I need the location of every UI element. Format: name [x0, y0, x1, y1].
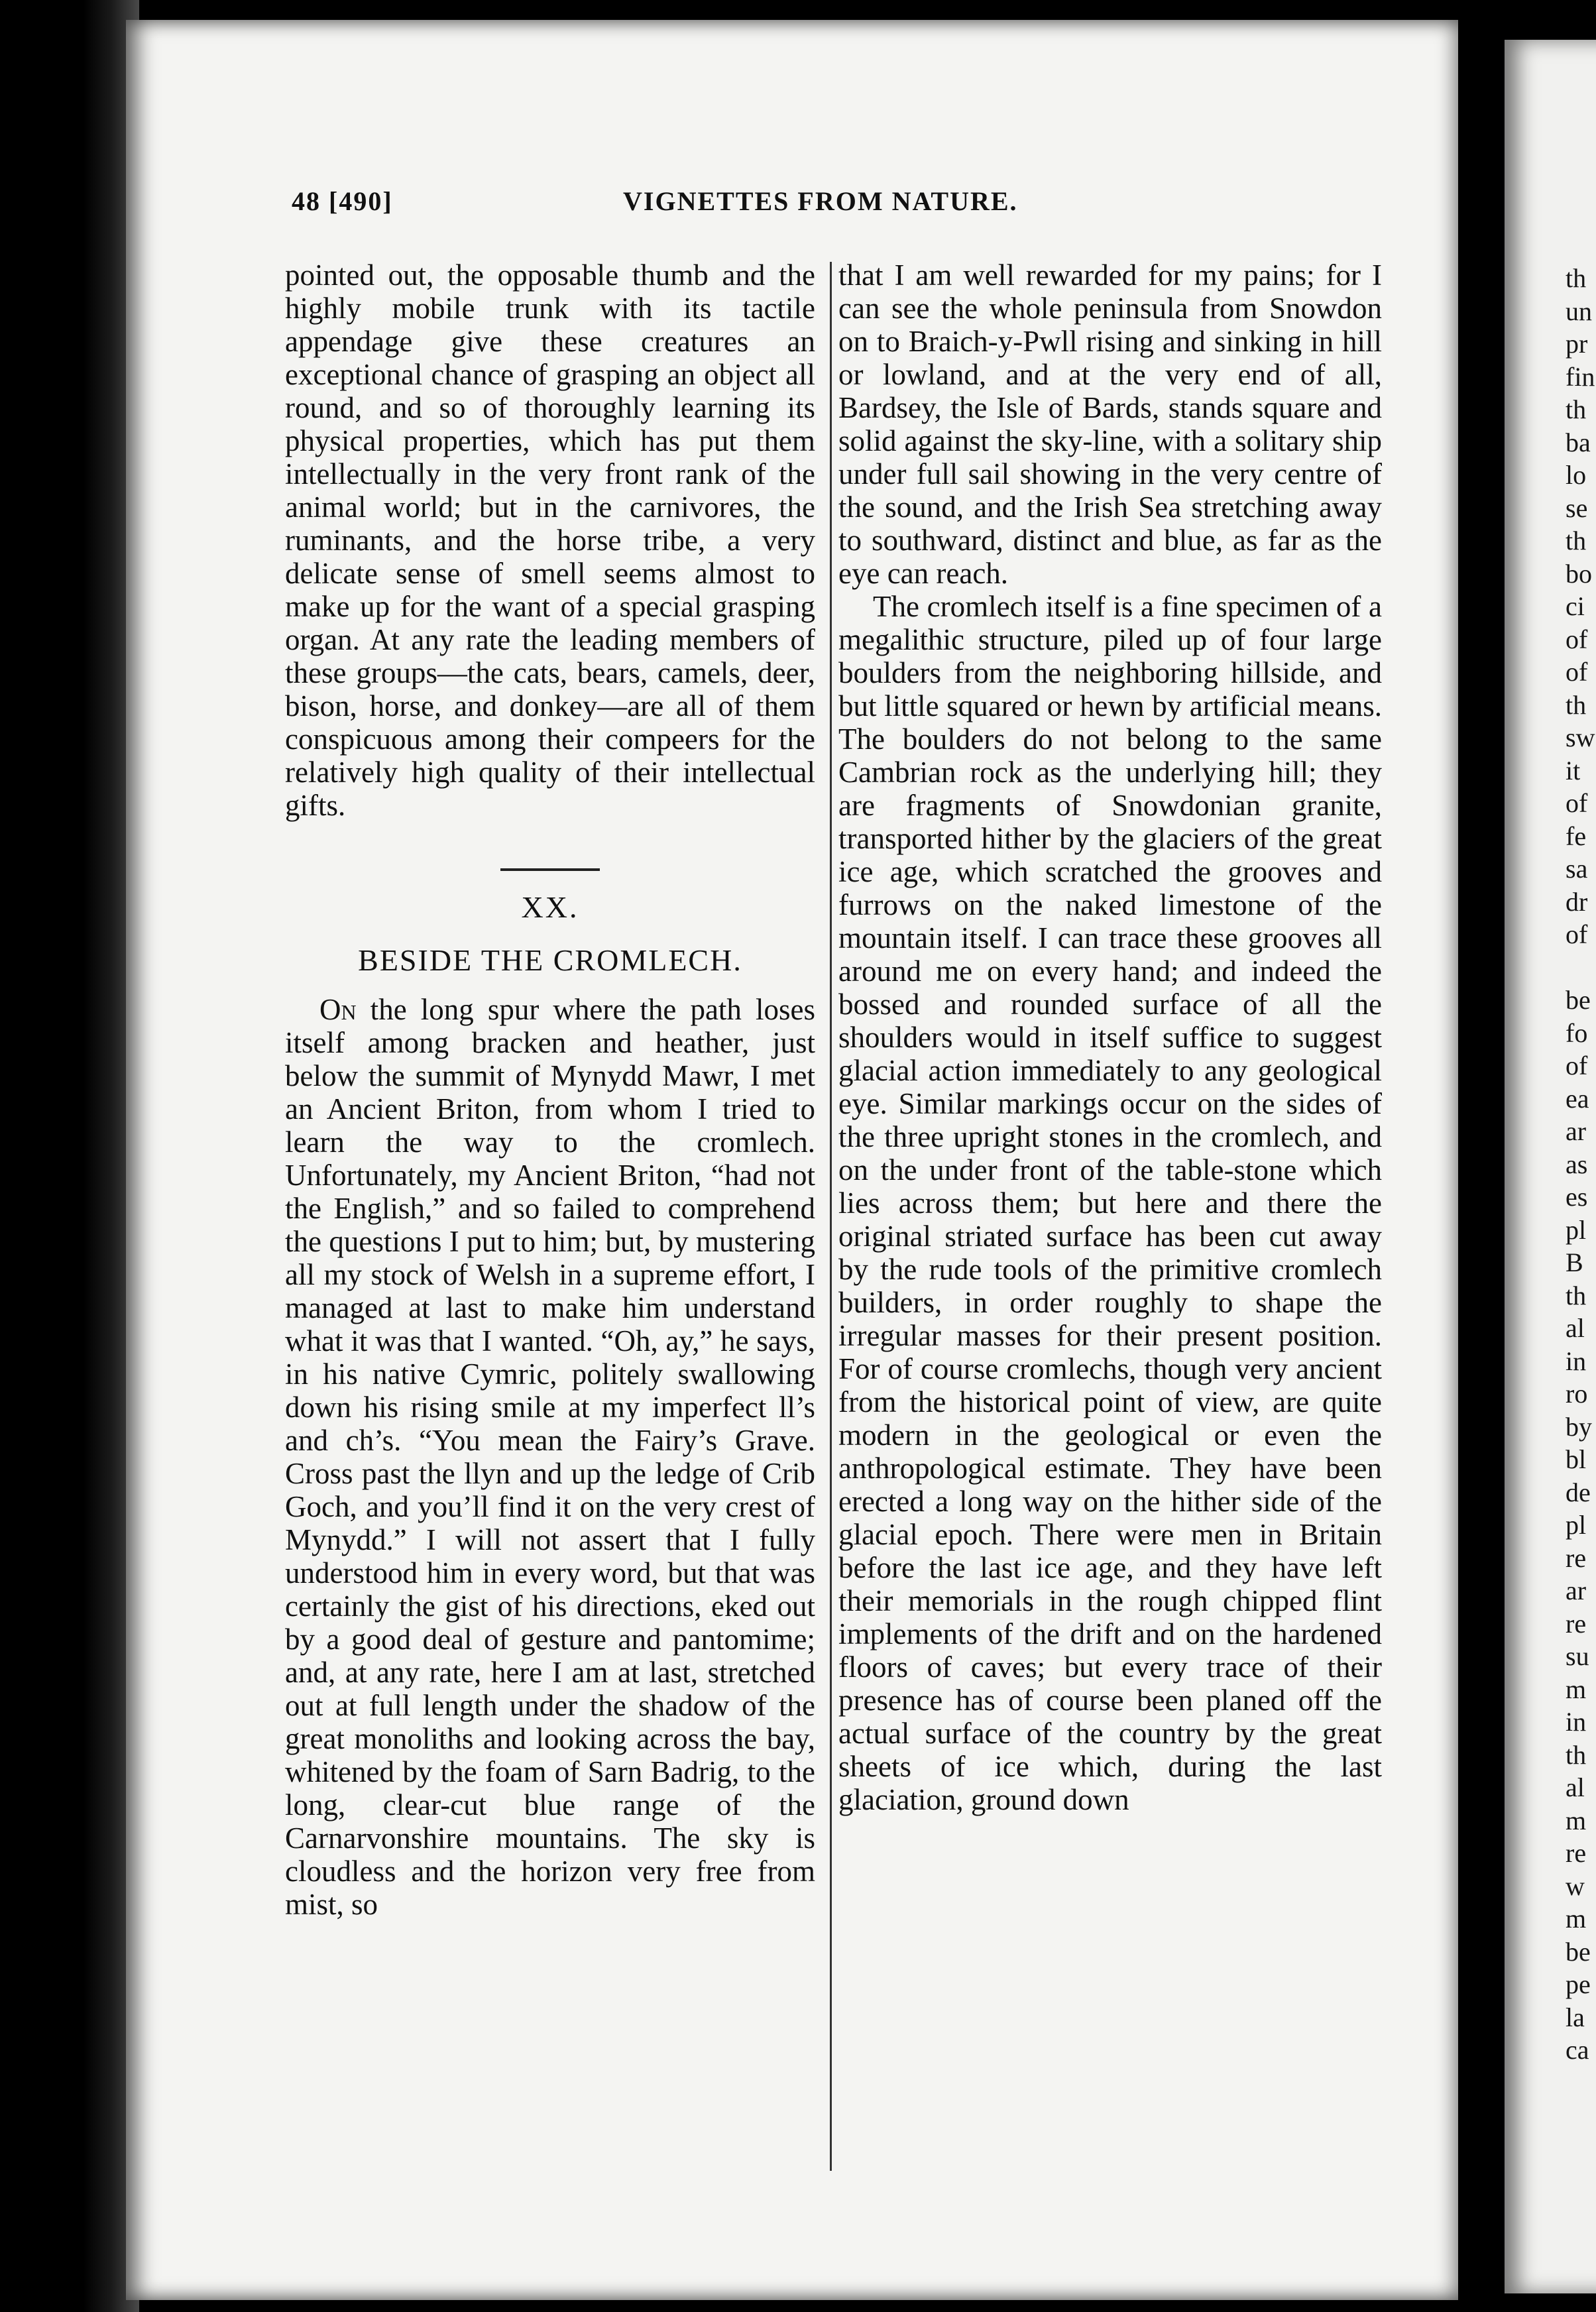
facing-page-fragment: pl	[1566, 1510, 1587, 1540]
facing-page-fragment: al	[1566, 1772, 1585, 1802]
facing-page-fragment: fe	[1566, 821, 1587, 851]
facing-page-fragment: th	[1566, 1739, 1587, 1770]
book-gutter	[0, 0, 139, 2312]
facing-page-fragment: be	[1566, 985, 1591, 1015]
paragraph: pointed out, the opposable thumb and the highly mobile trunk with its tactile appendage give these creatures an exceptional chance of grasping an object all round, and so of thoroughly learning its physical properties, which has put them intellectually in the very front rank of the animal world; but in the carnivores, the ruminants, and the horse tribe, a very delicate sense of smell seems almost to make up for the want of a special grasping organ. At any rate the leading members of these groups—the cats, bears, camels, deer, bison, horse, and donkey—are all of them conspicuous among their compeers for the relatively high quality of their intellectual gifts.	[285, 259, 815, 822]
section-separator	[500, 868, 600, 871]
facing-page-fragment: bo	[1566, 558, 1592, 589]
facing-page-fragment: se	[1566, 492, 1588, 523]
facing-page-fragment: la	[1566, 2002, 1585, 2032]
facing-page-fragment: ro	[1566, 1379, 1588, 1409]
facing-page-fragment: al	[1566, 1313, 1585, 1343]
facing-page-fragment: ar	[1566, 1576, 1587, 1605]
facing-page-fragment: w	[1566, 1871, 1585, 1901]
facing-page-fragment: su	[1566, 1641, 1589, 1671]
facing-page-fragment: de	[1566, 1477, 1591, 1507]
paragraph: The cromlech itself is a fine specimen of a megalithic structure, piled up of four large boulders from the neighboring hillside, and but little squared or hewn by artificial means. The boulders do not belong to the same Cambrian rock as the underlying hill; they are fragments of Snowdonian granite, transported hither by the glaciers of the great ice age, which scratched the grooves and furrows on the naked limestone of the mountain itself. I can trace these grooves all around me on every hand; and indeed the bossed and rounded surface of all the shoulders would in itself suffice to suggest glacial action immediately to any geological eye. Similar markings occur on the sides of the three upright stones in the cromlech, and on the under front of the table-stone which lies across them; but here and there the original striated surface has been cut away by the rude tools of the primitive cromlech builders, in order roughly to shape the irregular masses for their present position. For of course cromlechs, though very ancient from the historical point of view, are quite modern in the geological or even the anthropological estimate. They have been erected a long way on the hither side of the glacial epoch. There were men in Britain before the last ice age, and they have left their memorials in the rough chipped flint implements of the drift and on the hardened floors of caves; but every trace of their presence has of course been planed off the actual surface of the country by the great sheets of ice which, during the last glaciation, ground down	[838, 590, 1382, 1816]
facing-page-fragment: of	[1566, 919, 1588, 949]
facing-page-fragment: m	[1566, 1904, 1587, 1934]
facing-page-fragment: th	[1566, 689, 1587, 720]
facing-page-fragment: fo	[1566, 1017, 1588, 1048]
facing-page-fragment: sw	[1566, 722, 1595, 752]
paragraph-opening	[285, 993, 815, 1921]
facing-page-fragment: dr	[1566, 886, 1588, 917]
facing-page-fragment: of	[1566, 1051, 1588, 1080]
paragraph: that I am well rewarded for my pains; for I can see the whole peninsula from Snowdon on to Braich-y-Pwll rising and sinking in hill or lowland, and at the very end of all, Bardsey, the Isle of Bards, stands square and solid against the sky-line, with a solitary ship under full sail showing in the very centre of the sound, and the Irish Sea stretching away to southward, distinct and blue, as far as the eye can reach.	[838, 259, 1382, 590]
section-title: BESIDE THE CROMLECH.	[358, 943, 742, 977]
facing-page-fragment: of	[1566, 788, 1588, 818]
facing-page-fragment: es	[1566, 1182, 1588, 1212]
facing-page-fragment: lo	[1566, 460, 1587, 490]
facing-page-fragment: pr	[1566, 329, 1588, 359]
facing-page-fragment: sa	[1566, 854, 1588, 884]
facing-page-fragment: ci	[1566, 591, 1585, 621]
facing-page-fragment: B	[1566, 1247, 1583, 1277]
right-column	[838, 259, 1382, 1816]
facing-page-fragment: in	[1566, 1707, 1587, 1737]
facing-page-fragment: by	[1566, 1411, 1592, 1442]
facing-page-fragment: m	[1566, 1674, 1587, 1704]
facing-page-fragment: un	[1566, 296, 1592, 326]
facing-page-fragment: th	[1566, 263, 1587, 293]
column-rule	[830, 262, 832, 2171]
facing-page-fragment: re	[1566, 1838, 1587, 1868]
facing-page-fragment: ba	[1566, 427, 1591, 457]
facing-page-fragment: th	[1566, 1280, 1587, 1310]
left-column	[285, 259, 815, 1921]
facing-page-fragment: fin	[1566, 361, 1595, 392]
lead-word: On	[319, 993, 357, 1026]
page-number: 48 [490]	[292, 186, 393, 216]
facing-page-fragment: it	[1566, 755, 1581, 785]
facing-page-fragment: of	[1566, 657, 1588, 687]
facing-page-fragment: ar	[1566, 1116, 1587, 1146]
facing-page-fragment: re	[1566, 1542, 1587, 1573]
facing-page-fragment: of	[1566, 624, 1588, 654]
facing-page-fragment: ea	[1566, 1083, 1589, 1114]
facing-page-fragment: pl	[1566, 1214, 1587, 1245]
facing-page-fragment: be	[1566, 1936, 1591, 1967]
facing-page-fragment: m	[1566, 1805, 1587, 1835]
facing-page-fragment: bl	[1566, 1444, 1587, 1474]
facing-page-fragment: ca	[1566, 2035, 1589, 2065]
facing-page-fragment: re	[1566, 1608, 1587, 1639]
section-number: XX.	[521, 890, 579, 924]
facing-page-fragment: th	[1566, 394, 1587, 424]
running-title: VIGNETTES FROM NATURE.	[623, 186, 1018, 216]
paragraph-body: the long spur where the path loses itself among bracken and heather, just below the summit of Mynydd Mawr, I met an Ancient Briton, from whom I tried to learn the way to the cromlech. Unfortunately, my Ancient Briton, “had not the English,” and so failed to comprehend the questions I put to him; but, by mustering all my stock of Welsh in a supreme effort, I managed at last to make him understand what it was that I wanted. “Oh, ay,” he says, in his native Cymric, politely swallowing down his rising smile at my imperfect ll’s and ch’s. “You mean the Fairy’s Grave. Cross past the llyn and up the ledge of Crib Goch, and you’ll find it on the very crest of Mynydd.” I will not assert that I fully understood him in every word, but that was certainly the gist of his directions, eked out by a good deal of gesture and pantomime; and, at any rate, here I am at last, stretched out at full length under the shadow of the great monoliths and looking across the bay, whitened by the foam of Sarn Badrig, to the long, clear-cut blue range of the Carnarvonshire mountains. The sky is cloudless and the horizon very free from mist, so	[285, 993, 815, 1921]
facing-page-fragment: pe	[1566, 1969, 1591, 1999]
facing-page-fragment: as	[1566, 1149, 1588, 1179]
facing-page-edge	[1505, 40, 1596, 2293]
facing-page-fragment: in	[1566, 1346, 1587, 1376]
facing-page-fragment: th	[1566, 526, 1587, 555]
